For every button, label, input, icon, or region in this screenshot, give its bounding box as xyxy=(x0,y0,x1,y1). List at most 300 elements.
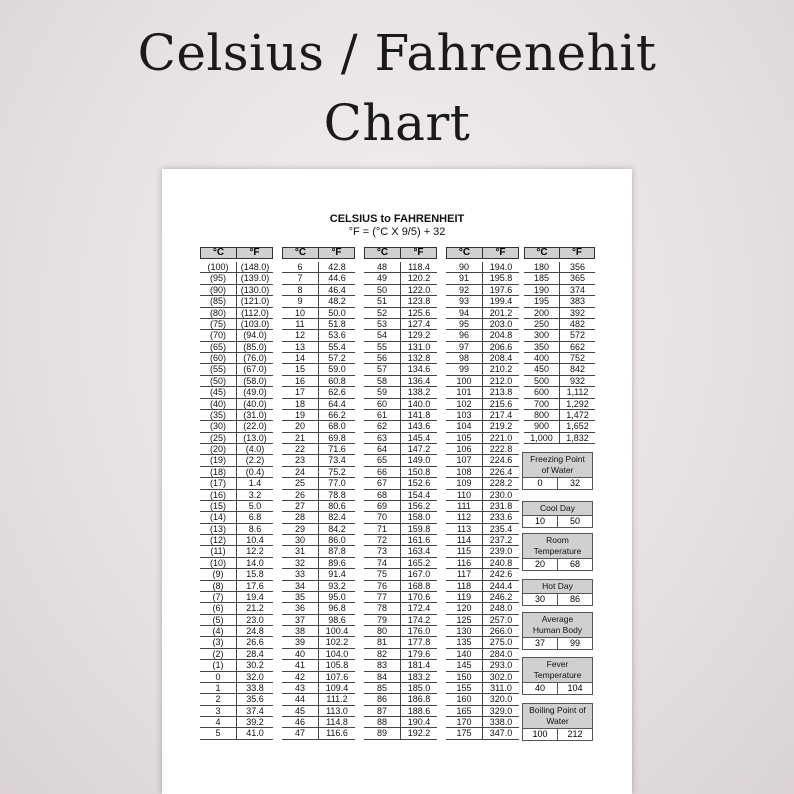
fahrenheit-cell: (49.0) xyxy=(236,387,273,397)
celsius-cell: (19) xyxy=(209,455,226,466)
table-row xyxy=(282,421,355,432)
celsius-cell: 600 xyxy=(533,387,550,398)
table-row xyxy=(446,433,519,444)
fahrenheit-cell: (85.0) xyxy=(236,342,273,352)
reference-label xyxy=(522,501,593,516)
celsius-cell: (15) xyxy=(209,500,226,511)
table-row xyxy=(364,353,437,364)
table-row xyxy=(282,410,355,421)
fahrenheit-cell: 154.4 xyxy=(400,490,437,500)
celsius-cell: 93 xyxy=(458,296,469,307)
fahrenheit-cell: 217.4 xyxy=(482,410,519,420)
fahrenheit-cell: 100.4 xyxy=(318,626,355,636)
fahrenheit-cell: 28.4 xyxy=(236,649,273,659)
celsius-cell: (16) xyxy=(209,489,226,500)
table-row xyxy=(524,387,595,398)
table-row xyxy=(364,490,437,501)
celsius-cell: 99 xyxy=(458,364,469,375)
celsius-cell: 130 xyxy=(456,626,472,636)
table-row xyxy=(200,455,273,466)
table-row xyxy=(446,524,519,535)
table-row xyxy=(200,683,273,694)
reference-fahrenheit: 99 xyxy=(557,638,592,649)
fahrenheit-cell: 194.0 xyxy=(482,262,519,272)
table-row xyxy=(282,342,355,353)
table-row xyxy=(524,273,595,284)
fahrenheit-cell: 46.4 xyxy=(318,285,355,295)
table-row xyxy=(200,376,273,387)
table-row xyxy=(200,330,273,341)
celsius-cell: 500 xyxy=(533,375,550,386)
headline-line-1: Celsius / Fahrenehit xyxy=(137,24,657,82)
header-c: °C xyxy=(376,247,389,258)
table-row xyxy=(364,330,437,341)
fahrenheit-cell: 752 xyxy=(559,353,595,363)
fahrenheit-cell: 284.0 xyxy=(482,649,519,659)
table-row xyxy=(364,615,437,626)
fahrenheit-cell: 140.0 xyxy=(400,399,437,409)
fahrenheit-cell: 134.6 xyxy=(400,364,437,374)
fahrenheit-cell: 149.0 xyxy=(400,455,437,465)
fahrenheit-cell: 118.4 xyxy=(400,262,437,272)
table-row xyxy=(282,512,355,523)
table-row xyxy=(524,285,595,296)
celsius-cell: 77 xyxy=(376,591,387,602)
fahrenheit-cell: 143.6 xyxy=(400,421,437,431)
table-row xyxy=(282,444,355,455)
table-row xyxy=(524,308,595,319)
fahrenheit-cell: 19.4 xyxy=(236,592,273,602)
celsius-cell: 63 xyxy=(376,432,387,443)
table-row xyxy=(446,467,519,478)
fahrenheit-cell: 71.6 xyxy=(318,444,355,454)
table-row xyxy=(446,478,519,489)
fahrenheit-cell: 150.8 xyxy=(400,467,437,477)
table-row xyxy=(446,319,519,330)
reference-label-line: Room xyxy=(546,535,569,545)
fahrenheit-cell: 224.6 xyxy=(482,455,519,465)
celsius-cell: 25 xyxy=(294,478,305,489)
fahrenheit-cell: 132.8 xyxy=(400,353,437,363)
table-row xyxy=(282,546,355,557)
fahrenheit-cell: 239.0 xyxy=(482,546,519,556)
reference-label-line: Fever xyxy=(546,659,569,669)
fahrenheit-cell: (130.0) xyxy=(236,285,273,295)
fahrenheit-cell: 123.8 xyxy=(400,296,437,306)
fahrenheit-cell: 482 xyxy=(559,319,595,329)
celsius-cell: 115 xyxy=(456,546,472,557)
celsius-cell: 111 xyxy=(457,500,471,511)
table-row xyxy=(282,660,355,671)
fahrenheit-cell: (94.0) xyxy=(236,330,273,340)
celsius-cell: 117 xyxy=(456,569,472,580)
table-row xyxy=(364,558,437,569)
table-row xyxy=(446,728,519,739)
celsius-cell: 450 xyxy=(533,364,550,375)
table-row xyxy=(446,262,519,273)
table-row xyxy=(446,490,519,501)
fahrenheit-cell: (40.0) xyxy=(236,399,273,409)
fahrenheit-cell: (112.0) xyxy=(236,308,273,318)
table-row xyxy=(200,524,273,535)
table-row xyxy=(364,376,437,387)
fahrenheit-cell: 98.6 xyxy=(318,615,355,625)
fahrenheit-cell: 168.8 xyxy=(400,581,437,591)
table-row xyxy=(446,569,519,580)
reference-label-line: Freezing Point xyxy=(530,454,585,464)
table-row xyxy=(200,649,273,660)
column-header xyxy=(446,247,519,259)
celsius-cell: (25) xyxy=(209,432,226,443)
celsius-cell: 79 xyxy=(376,614,387,625)
celsius-cell: 86 xyxy=(376,694,387,705)
table-row xyxy=(446,637,519,648)
fahrenheit-cell: 6.8 xyxy=(236,512,273,522)
table-row xyxy=(282,308,355,319)
celsius-cell: 2 xyxy=(215,694,221,705)
fahrenheit-cell: 113.0 xyxy=(318,706,355,716)
table-row xyxy=(446,592,519,603)
fahrenheit-cell: 221.0 xyxy=(482,433,519,443)
fahrenheit-cell: 179.6 xyxy=(400,649,437,659)
reference-label-line: Temperature xyxy=(533,546,582,556)
table-row xyxy=(282,387,355,398)
table-row xyxy=(364,478,437,489)
table-row xyxy=(364,410,437,421)
header-f: °F xyxy=(236,248,272,258)
fahrenheit-cell: 57.2 xyxy=(318,353,355,363)
celsius-cell: 165 xyxy=(456,705,472,716)
fahrenheit-cell: 1,112 xyxy=(559,387,595,397)
table-row xyxy=(446,660,519,671)
fahrenheit-cell: 35.6 xyxy=(236,694,273,704)
table-row xyxy=(282,353,355,364)
fahrenheit-cell: 93.2 xyxy=(318,581,355,591)
table-row xyxy=(282,615,355,626)
celsius-cell: 1,000 xyxy=(530,432,553,443)
celsius-cell: (9) xyxy=(212,569,224,580)
table-row xyxy=(200,706,273,717)
celsius-cell: 185 xyxy=(533,273,550,284)
header-f: °F xyxy=(318,248,354,258)
fahrenheit-cell: 356 xyxy=(559,262,595,272)
fahrenheit-cell: 50.0 xyxy=(318,308,355,318)
fahrenheit-cell: 159.8 xyxy=(400,524,437,534)
table-row xyxy=(446,706,519,717)
table-row xyxy=(200,296,273,307)
fahrenheit-cell: 237.2 xyxy=(482,535,519,545)
fahrenheit-cell: 105.8 xyxy=(318,660,355,670)
reference-values xyxy=(522,559,593,571)
fahrenheit-cell: 842 xyxy=(559,364,595,374)
reference-label-line: Cool Day xyxy=(540,503,575,513)
table-row xyxy=(524,433,595,444)
table-row xyxy=(524,296,595,307)
fahrenheit-cell: 33.8 xyxy=(236,683,273,693)
table-row xyxy=(364,660,437,671)
celsius-cell: 150 xyxy=(456,671,472,682)
table-row xyxy=(524,364,595,375)
fahrenheit-cell: (67.0) xyxy=(236,364,273,374)
table-column xyxy=(524,247,595,444)
celsius-cell: 49 xyxy=(376,273,387,284)
celsius-cell: (14) xyxy=(209,512,226,523)
fahrenheit-cell: 120.2 xyxy=(400,273,437,283)
reference-fahrenheit: 104 xyxy=(557,683,592,694)
table-row xyxy=(282,433,355,444)
table-row xyxy=(446,330,519,341)
fahrenheit-cell: 662 xyxy=(559,342,595,352)
celsius-cell: 44 xyxy=(294,694,305,705)
table-row xyxy=(282,637,355,648)
fahrenheit-cell: 374 xyxy=(559,285,595,295)
table-row xyxy=(446,399,519,410)
celsius-cell: 110 xyxy=(456,489,472,500)
table-row xyxy=(364,512,437,523)
reference-values xyxy=(522,683,593,695)
fahrenheit-cell: 1,472 xyxy=(559,410,595,420)
fahrenheit-cell: 195.8 xyxy=(482,273,519,283)
fahrenheit-cell: 248.0 xyxy=(482,603,519,613)
fahrenheit-cell: 44.6 xyxy=(318,273,355,283)
celsius-cell: 13 xyxy=(294,341,305,352)
table-row xyxy=(364,581,437,592)
fahrenheit-cell: 86.0 xyxy=(318,535,355,545)
table-row xyxy=(446,376,519,387)
fahrenheit-cell: 311.0 xyxy=(482,683,519,693)
celsius-cell: 200 xyxy=(533,307,550,318)
fahrenheit-cell: 69.8 xyxy=(318,433,355,443)
reference-values xyxy=(522,729,593,741)
table-row xyxy=(282,569,355,580)
fahrenheit-cell: 383 xyxy=(559,296,595,306)
celsius-cell: 24 xyxy=(294,466,305,477)
celsius-cell: 60 xyxy=(376,398,387,409)
table-row xyxy=(200,262,273,273)
table-row xyxy=(282,672,355,683)
table-row xyxy=(446,626,519,637)
table-row xyxy=(282,626,355,637)
celsius-cell: 100 xyxy=(456,375,472,386)
reference-box xyxy=(522,452,593,490)
fahrenheit-cell: 192.2 xyxy=(400,728,437,738)
celsius-cell: 73 xyxy=(376,546,387,557)
fahrenheit-cell: 41.0 xyxy=(236,728,273,738)
celsius-cell: 52 xyxy=(376,307,387,318)
celsius-cell: (6) xyxy=(212,603,224,614)
fahrenheit-cell: 203.0 xyxy=(482,319,519,329)
table-row xyxy=(282,285,355,296)
table-row xyxy=(282,535,355,546)
table-row xyxy=(200,410,273,421)
table-row xyxy=(200,512,273,523)
fahrenheit-cell: 95.0 xyxy=(318,592,355,602)
celsius-cell: 119 xyxy=(456,591,472,602)
table-row xyxy=(446,364,519,375)
table-row xyxy=(364,626,437,637)
celsius-cell: 108 xyxy=(456,466,472,477)
column-header xyxy=(524,247,595,259)
celsius-cell: 26 xyxy=(294,489,305,500)
fahrenheit-cell: 199.4 xyxy=(482,296,519,306)
fahrenheit-cell: 186.8 xyxy=(400,694,437,704)
celsius-cell: 180 xyxy=(533,262,550,272)
fahrenheit-cell: 23.0 xyxy=(236,615,273,625)
fahrenheit-cell: 75.2 xyxy=(318,467,355,477)
fahrenheit-cell: 201.2 xyxy=(482,308,519,318)
table-row xyxy=(364,455,437,466)
fahrenheit-cell: 165.2 xyxy=(400,558,437,568)
table-row xyxy=(446,501,519,512)
celsius-cell: 125 xyxy=(456,614,472,625)
celsius-cell: 112 xyxy=(456,512,472,523)
fahrenheit-cell: 39.2 xyxy=(236,717,273,727)
table-row xyxy=(446,603,519,614)
celsius-cell: (40) xyxy=(209,398,226,409)
fahrenheit-cell: 125.6 xyxy=(400,308,437,318)
celsius-cell: (17) xyxy=(209,478,226,489)
fahrenheit-cell: 78.8 xyxy=(318,490,355,500)
fahrenheit-cell: 177.8 xyxy=(400,637,437,647)
fahrenheit-cell: 87.8 xyxy=(318,546,355,556)
reference-fahrenheit: 32 xyxy=(557,478,592,489)
celsius-cell: 33 xyxy=(294,569,305,580)
celsius-cell: (7) xyxy=(212,591,224,602)
celsius-cell: 58 xyxy=(376,375,387,386)
celsius-cell: (12) xyxy=(209,535,226,545)
fahrenheit-cell: 231.8 xyxy=(482,501,519,511)
fahrenheit-cell: 222.8 xyxy=(482,444,519,454)
table-row xyxy=(282,592,355,603)
header-f: °F xyxy=(400,248,436,258)
table-row xyxy=(200,728,273,739)
fahrenheit-cell: 102.2 xyxy=(318,637,355,647)
reference-label xyxy=(522,703,593,729)
sheet-title: CELSIUS to FAHRENHEIT xyxy=(329,213,465,225)
celsius-cell: 80 xyxy=(376,626,387,636)
table-column xyxy=(446,247,519,740)
reference-label-line: Human Body xyxy=(532,625,583,635)
celsius-cell: (90) xyxy=(209,284,226,295)
celsius-cell: 81 xyxy=(376,637,387,648)
header-f: °F xyxy=(559,248,594,258)
fahrenheit-cell: (0.4) xyxy=(236,467,273,477)
fahrenheit-cell: 161.6 xyxy=(400,535,437,545)
header-c: °C xyxy=(294,247,307,258)
table-row xyxy=(282,319,355,330)
celsius-cell: 170 xyxy=(456,717,472,727)
fahrenheit-cell: 24.8 xyxy=(236,626,273,636)
fahrenheit-cell: 242.6 xyxy=(482,569,519,579)
fahrenheit-cell: 210.2 xyxy=(482,364,519,374)
table-row xyxy=(200,308,273,319)
celsius-cell: 84 xyxy=(376,671,387,682)
fahrenheit-cell: 30.2 xyxy=(236,660,273,670)
fahrenheit-cell: 235.4 xyxy=(482,524,519,534)
reference-celsius: 100 xyxy=(532,729,548,739)
celsius-cell: (60) xyxy=(209,353,226,363)
celsius-cell: (5) xyxy=(212,614,224,625)
fahrenheit-cell: 145.4 xyxy=(400,433,437,443)
headline-line-2: Chart xyxy=(323,94,471,152)
celsius-cell: 6 xyxy=(297,262,303,272)
table-row xyxy=(200,399,273,410)
celsius-cell: 66 xyxy=(376,466,387,477)
fahrenheit-cell: 62.6 xyxy=(318,387,355,397)
celsius-cell: 12 xyxy=(294,330,305,341)
fahrenheit-cell: 204.8 xyxy=(482,330,519,340)
fahrenheit-cell: 240.8 xyxy=(482,558,519,568)
table-row xyxy=(364,364,437,375)
fahrenheit-cell: 26.6 xyxy=(236,637,273,647)
fahrenheit-cell: 5.0 xyxy=(236,501,273,511)
celsius-cell: 51 xyxy=(376,296,387,307)
celsius-cell: 42 xyxy=(294,671,305,682)
celsius-cell: (30) xyxy=(209,421,226,432)
fahrenheit-cell: 219.2 xyxy=(482,421,519,431)
fahrenheit-cell: 131.0 xyxy=(400,342,437,352)
table-row xyxy=(364,319,437,330)
reference-celsius: 0 xyxy=(537,478,543,488)
celsius-cell: 64 xyxy=(376,444,387,454)
celsius-cell: (50) xyxy=(209,375,226,386)
celsius-cell: 41 xyxy=(294,660,305,671)
fahrenheit-cell: 68.0 xyxy=(318,421,355,431)
fahrenheit-cell: 233.6 xyxy=(482,512,519,522)
celsius-cell: 82 xyxy=(376,648,387,659)
reference-label-line: Water xyxy=(546,716,569,726)
reference-box xyxy=(522,703,593,741)
reference-label-line: Average xyxy=(541,614,574,624)
table-row xyxy=(364,592,437,603)
celsius-cell: 43 xyxy=(294,682,305,693)
celsius-cell: 400 xyxy=(533,353,550,363)
table-row xyxy=(200,433,273,444)
celsius-cell: 34 xyxy=(294,580,305,591)
fahrenheit-cell: 147.2 xyxy=(400,444,437,454)
celsius-cell: 56 xyxy=(376,353,387,363)
fahrenheit-cell: 96.8 xyxy=(318,603,355,613)
celsius-cell: 37 xyxy=(294,614,305,625)
celsius-cell: (4) xyxy=(212,626,224,636)
table-row xyxy=(446,581,519,592)
celsius-cell: 92 xyxy=(458,284,469,295)
reference-label xyxy=(522,452,593,478)
celsius-cell: (80) xyxy=(209,307,226,318)
celsius-cell: 61 xyxy=(376,409,387,420)
fahrenheit-cell: 15.8 xyxy=(236,569,273,579)
table-row xyxy=(364,524,437,535)
table-row xyxy=(200,546,273,557)
table-row xyxy=(364,728,437,739)
table-row xyxy=(364,273,437,284)
reference-celsius: 40 xyxy=(534,683,545,693)
fahrenheit-cell: 122.0 xyxy=(400,285,437,295)
table-row xyxy=(364,467,437,478)
reference-label xyxy=(522,657,593,683)
table-row xyxy=(364,546,437,557)
table-row xyxy=(282,364,355,375)
celsius-cell: 70 xyxy=(376,512,387,523)
table-row xyxy=(282,501,355,512)
celsius-cell: 101 xyxy=(456,387,472,398)
fahrenheit-cell: 932 xyxy=(559,376,595,386)
fahrenheit-cell: 156.2 xyxy=(400,501,437,511)
fahrenheit-cell: 42.8 xyxy=(318,262,355,272)
table-row xyxy=(200,364,273,375)
fahrenheit-cell: 77.0 xyxy=(318,478,355,488)
reference-label-line: of Water xyxy=(541,465,574,475)
